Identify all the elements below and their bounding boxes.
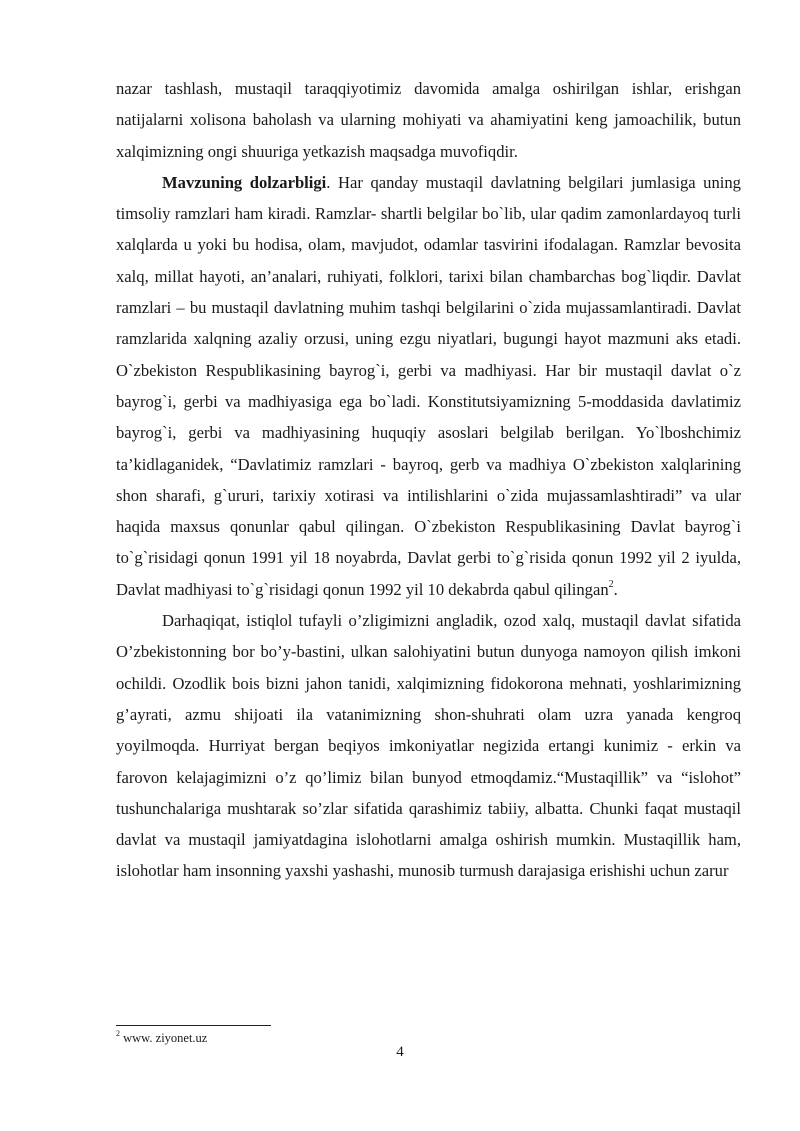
footnote-separator	[116, 1025, 271, 1026]
footnote-reference[interactable]: 2	[608, 579, 614, 591]
footnote-text: www. ziyonet.uz	[120, 1031, 208, 1045]
paragraph-relevance	[116, 167, 741, 605]
page-number: 4	[396, 1044, 404, 1060]
paragraph-relevance-end: .	[613, 579, 618, 599]
section-heading-relevance: Mavzuning dolzarbligi	[162, 172, 327, 192]
paragraph-intro-text: nazar tashlash, mustaqil taraqqiyotimiz davomida amalga oshirilgan ishlar, erishgan natijalarni xolisona baholash va ularning mohiyati va ahamiyatini keng jamoachilik, butun xalqimizning ongi shuuriga yetkazish maqsadga muvofiqdir.	[116, 79, 741, 161]
body-text	[116, 73, 741, 887]
paragraph-independence	[116, 605, 741, 887]
footnote-number: 2	[116, 1028, 120, 1038]
paragraph-independence-text: Darhaqiqat, istiqlol tufayli o’zligimizni angladik, ozod xalq, mustaqil davlat sifatida O’zbekistonning bor bo’y-bastini, ulkan salohiyatini butun dunyoga namoyon qilish imkoni ochildi. Ozodlik bois bizni jahon tanidi, xalqimizning fidokorona mehnati, yoshlarimizning g’ayrati, azmu shijoati ila vatanimizning shon-shuhrati olam uzra yanada kengroq yoyilmoqda. Hurriyat bergan beqiyos imkoniyatlar negizida ertangi kunimiz - erkin va farovon kelajagimizni o’z qo’limiz bilan bunyod etmoqdamiz.“Mustaqillik” va “islohot” tushunchalariga mushtarak so’zlar sifatida qarashimiz tabiiy, albatta. Chunki faqat mustaqil davlat va mustaqil jamiyatdagina islohotlarni amalga oshirish mumkin. Mustaqillik ham, islohotlar ham insonning yaxshi yashashi, munosib turmush darajasiga erishishi uchun zarur	[116, 611, 741, 881]
paragraph-intro	[116, 73, 741, 167]
paragraph-relevance-text: . Har qanday mustaqil davlatning belgilari jumlasiga uning timsoliy ramzlari ham kiradi. Ramzlar- shartli belgilar bo`lib, ular qadim zamonlardayoq turli xalqlarda u yoki bu hodisa, olam, mavjudot, odamlar tasvirini ifodalagan. Ramzlar bevosita xalq, millat hayoti, an’analari, ruhiyati, folklori, tarixi bilan chambarchas bog`liqdir. Davlat ramzlari – bu mustaqil davlatning muhim tashqi belgilarini o`zida mujassamlantiradi. Davlat ramzlarida xalqning azaliy orzusi, uning ezgu niyatlari, bugungi hayot mazmuni aks etadi. O`zbekiston Respublikasining bayrog`i, gerbi va madhiyasi. Har bir mustaqil davlat o`z bayrog`i, gerbi va madhiyasiga ega bo`ladi. Konstitutsiyamizning 5-moddasida davlatimiz bayrog`i, gerbi va madhiyasining huquqiy asoslari belgilab berilgan. Yo`lboshchimiz ta’kidlaganidek, “Davlatimiz ramzlari - bayroq, gerb va madhiya O`zbekiston xalqlarining shon sharafi, g`ururi, tarixiy xotirasi va intilishlarini o`zida mujassamlashtiradi” va ular haqida maxsus qonunlar qabul qilingan. O`zbekiston Respublikasining Davlat bayrog`i to`g`risidagi qonun 1991 yil 18 noyabrda, Davlat gerbi to`g`risida qonun 1992 yil 2 iyulda, Davlat madhiyasi to`g`risidagi qonun 1992 yil 10 dekabrda qabul qilingan	[116, 172, 741, 599]
